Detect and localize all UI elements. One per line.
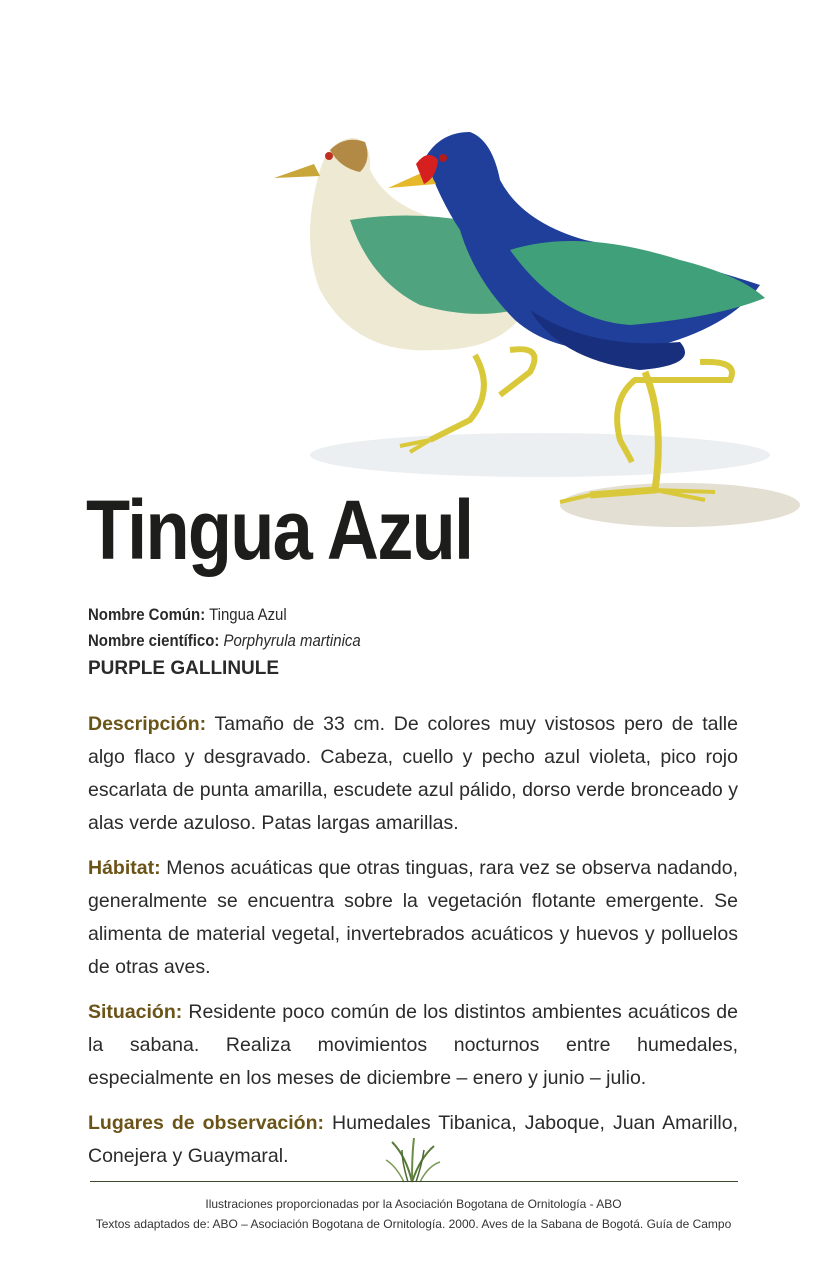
scientific-name-row xyxy=(88,628,361,654)
section-label: Lugares de observación: xyxy=(88,1112,324,1134)
grass-icon xyxy=(382,1136,442,1184)
section-descripcion xyxy=(88,708,738,840)
scientific-name-label: Nombre científico: xyxy=(88,631,220,650)
scientific-name-value: Porphyrula martinica xyxy=(223,631,361,650)
section-text: Menos acuáticas que otras tinguas, rara vez se observa nadando, generalmente se encuentra sobre la vegetación flotante emergente. Se alimenta de material vegetal, invertebrados acuáticos y huevos y polluelos de otras aves. xyxy=(88,857,738,978)
names-block xyxy=(88,602,398,682)
footer-credit-texts: Textos adaptados de: ABO – Asociación Bogotana de Ornitología. 2000. Aves de la Sabana de Bogotá. Guía de Campo xyxy=(95,1217,732,1231)
section-label: Hábitat: xyxy=(88,857,161,879)
section-habitat xyxy=(88,852,738,984)
section-label: Situación: xyxy=(88,1001,183,1023)
common-name-row xyxy=(88,602,361,628)
section-label: Descripción: xyxy=(88,713,207,735)
species-description xyxy=(88,708,738,1185)
footer xyxy=(0,1194,827,1234)
birds-illustration xyxy=(260,110,800,540)
footer-credit-illustrations: Ilustraciones proporcionadas por la Asociación Bogotana de Ornitología - ABO xyxy=(205,1197,622,1211)
common-name-label: Nombre Común: xyxy=(88,605,206,624)
section-text: Humedales Tibanica, Jaboque, Juan Amarillo, Conejera y Guaymaral. xyxy=(88,1112,739,1167)
page-title: Tingua Azul xyxy=(86,483,473,577)
section-text: Residente poco común de los distintos ambientes acuáticos de la sabana. Realiza movimientos nocturnos entre humedales, especialmente en los meses de diciembre – enero y junio – julio. xyxy=(88,1001,739,1089)
english-name: PURPLE GALLINULE xyxy=(88,658,280,679)
section-situacion xyxy=(88,996,738,1095)
common-name-value: Tingua Azul xyxy=(209,605,287,624)
footer-divider xyxy=(90,1181,738,1182)
section-text: Tamaño de 33 cm. De colores muy vistosos pero de talle algo flaco y desgravado. Cabeza, cuello y pecho azul violeta, pico rojo escarlata de punta amarilla, escudete azul pálido, dorso verde bronceado y alas verde azuloso. Patas largas amarillas. xyxy=(88,713,738,834)
